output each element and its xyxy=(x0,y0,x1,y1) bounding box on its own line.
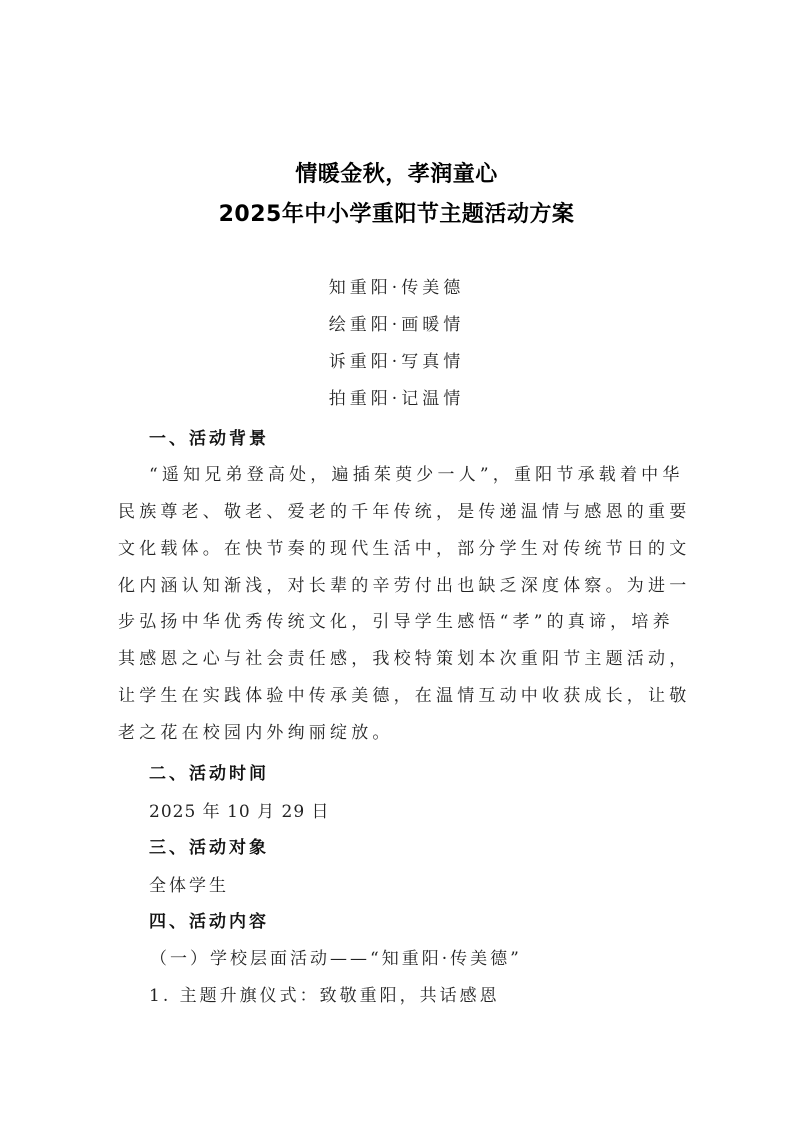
paragraph-line: 其感恩之心与社会责任感，我校特策划本次重阳节主题活动， xyxy=(118,649,691,669)
document-title-line-2: 2025年中小学重阳节主题活动方案 xyxy=(218,202,575,227)
paragraph-line: 老之花在校园内外绚丽绽放。 xyxy=(118,723,394,743)
activity-date: 2025 年 10 月 29 日 xyxy=(149,802,330,822)
section-heading-content: 四、活动内容 xyxy=(149,912,269,932)
section-heading-background: 一、活动背景 xyxy=(149,429,269,449)
theme-3: 诉重阳·写真情 xyxy=(328,352,465,372)
section-heading-time: 二、活动时间 xyxy=(149,764,269,784)
paragraph-line: 民族尊老、敬老、爱老的千年传统，是传递温情与感恩的重要 xyxy=(118,502,691,522)
theme-4: 拍重阳·记温情 xyxy=(328,389,465,409)
subsection-heading-school: （一）学校层面活动——“知重阳·传美德” xyxy=(150,949,522,969)
document-title-line-1: 情暖金秋，孝润童心 xyxy=(295,162,498,187)
paragraph-line: 化内涵认知渐浅，对长辈的辛劳付出也缺乏深度体察。为进一 xyxy=(118,576,691,596)
paragraph-line: 让学生在实践体验中传承美德，在温情互动中收获成长，让敬 xyxy=(118,686,691,706)
section-heading-target: 三、活动对象 xyxy=(149,838,269,858)
theme-2: 绘重阳·画暖情 xyxy=(328,315,465,335)
activity-target: 全体学生 xyxy=(149,876,229,896)
theme-1: 知重阳·传美德 xyxy=(328,278,465,298)
paragraph-line: 文化载体。在快节奏的现代生活中，部分学生对传统节日的文 xyxy=(118,539,691,559)
paragraph-line: 步弘扬中华优秀传统文化，引导学生感悟“孝”的真谛，培养 xyxy=(118,612,674,632)
paragraph-line: “遥知兄弟登高处，遍插茱萸少一人”，重阳节承载着中华 xyxy=(149,465,684,485)
content-item-1: 1. 主题升旗仪式：致敬重阳，共话感恩 xyxy=(149,986,500,1006)
